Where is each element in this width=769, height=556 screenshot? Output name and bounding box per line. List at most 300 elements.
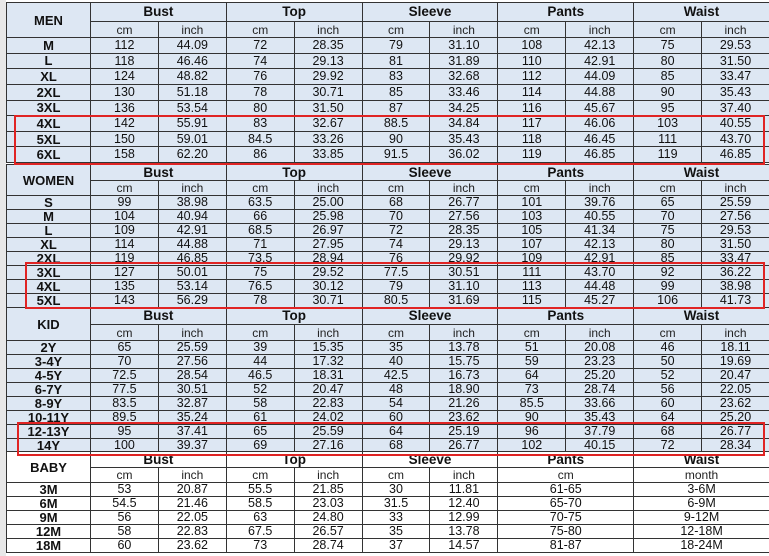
measurement-cell: 21.26 xyxy=(430,397,498,411)
measurement-cell: 76.5 xyxy=(226,280,294,294)
size-label: S xyxy=(7,196,91,210)
size-label: 12M xyxy=(7,525,91,539)
measurement-cell: 65 xyxy=(226,425,294,439)
measurement-cell: 108 xyxy=(498,38,566,54)
measurement-cell: 12.99 xyxy=(430,511,498,525)
measurement-cell: 56 xyxy=(91,511,159,525)
measurement-cell: 89.5 xyxy=(91,411,159,425)
measurement-cell: 111 xyxy=(498,266,566,280)
measurement-cell: 33.26 xyxy=(294,131,362,147)
measurement-cell: 39.37 xyxy=(158,439,226,453)
size-label: XL xyxy=(7,69,91,85)
measurement-cell: 46.5 xyxy=(226,369,294,383)
measurement-cell: 53.54 xyxy=(158,100,226,116)
measurement-cell: 44 xyxy=(226,355,294,369)
measurement-cell: 14.57 xyxy=(430,539,498,553)
measurement-cell: 26.97 xyxy=(294,224,362,238)
unit-label: cm xyxy=(91,468,159,483)
size-table-men xyxy=(6,2,769,163)
section-title: WOMEN xyxy=(7,165,91,196)
measurement-cell: 35 xyxy=(362,341,430,355)
measurement-cell: 86 xyxy=(226,147,294,163)
measurement-cell: 26.77 xyxy=(702,425,769,439)
measurement-cell: 110 xyxy=(498,53,566,69)
measurement-cell: 80.5 xyxy=(362,294,430,308)
measurement-cell: 116 xyxy=(498,100,566,116)
measurement-cell: 95 xyxy=(634,100,702,116)
measurement-cell: 60 xyxy=(634,397,702,411)
measurement-cell: 15.35 xyxy=(294,341,362,355)
measurement-cell: 45.27 xyxy=(566,294,634,308)
measurement-cell: 33.47 xyxy=(702,69,769,85)
measurement-cell: 80 xyxy=(634,238,702,252)
size-label: 8-9Y xyxy=(7,397,91,411)
measurement-cell: 44.09 xyxy=(566,69,634,85)
measurement-cell: 66 xyxy=(226,210,294,224)
table-row xyxy=(7,147,769,163)
size-label: 10-11Y xyxy=(7,411,91,425)
measurement-cell: 90 xyxy=(498,411,566,425)
measurement-cell: 56.29 xyxy=(158,294,226,308)
table-row xyxy=(7,84,769,100)
measurement-cell: 34.25 xyxy=(430,100,498,116)
measurement-cell: 78 xyxy=(226,84,294,100)
measurement-cell: 127 xyxy=(91,266,159,280)
size-label: M xyxy=(7,38,91,54)
measurement-cell: 39 xyxy=(226,341,294,355)
measurement-cell: 102 xyxy=(498,439,566,453)
measurement-cell: 63 xyxy=(226,511,294,525)
unit-label: cm xyxy=(226,22,294,38)
measurement-cell: 29.53 xyxy=(702,38,769,54)
size-table-women xyxy=(6,164,769,307)
measurement-cell: 73 xyxy=(226,539,294,553)
table-row xyxy=(7,252,769,266)
measurement-cell: 111 xyxy=(634,131,702,147)
size-label: L xyxy=(7,53,91,69)
section-title: MEN xyxy=(7,3,91,38)
measurement-cell: 58 xyxy=(91,525,159,539)
measurement-cell: 16.73 xyxy=(430,369,498,383)
measurement-cell: 30.12 xyxy=(294,280,362,294)
measurement-cell: 25.20 xyxy=(566,369,634,383)
measurement-cell: 72 xyxy=(634,439,702,453)
measurement-cell: 53 xyxy=(91,483,159,497)
measurement-cell: 28.35 xyxy=(294,38,362,54)
table-row xyxy=(7,525,769,539)
measurement-cell: 51.18 xyxy=(158,84,226,100)
table-row xyxy=(7,100,769,116)
measurement-cell: 34.84 xyxy=(430,116,498,132)
unit-label: cm xyxy=(362,468,430,483)
measurement-cell: 24.80 xyxy=(294,511,362,525)
measurement-cell: 23.23 xyxy=(566,355,634,369)
unit-label: inch xyxy=(702,181,769,196)
size-label: 3XL xyxy=(7,100,91,116)
measurement-cell: 46.85 xyxy=(702,147,769,163)
measurement-cell: 92 xyxy=(634,266,702,280)
measurement-cell: 30.71 xyxy=(294,84,362,100)
measurement-cell: 68 xyxy=(362,196,430,210)
measurement-cell: 28.74 xyxy=(294,539,362,553)
unit-label: cm xyxy=(362,181,430,196)
size-label: 18M xyxy=(7,539,91,553)
size-label: 14Y xyxy=(7,439,91,453)
size-label: 3-4Y xyxy=(7,355,91,369)
measurement-cell: 37.41 xyxy=(158,425,226,439)
measurement-cell: 29.53 xyxy=(702,224,769,238)
size-label: 12-13Y xyxy=(7,425,91,439)
measurement-cell: 68 xyxy=(634,425,702,439)
group-header-row xyxy=(7,452,769,468)
column-group-waist: Waist xyxy=(634,3,769,22)
measurement-cell: 114 xyxy=(498,84,566,100)
measurement-cell: 119 xyxy=(634,147,702,163)
measurement-cell: 28.35 xyxy=(430,224,498,238)
measurement-cell: 40.15 xyxy=(566,439,634,453)
measurement-cell: 59 xyxy=(498,355,566,369)
measurement-cell: 33.85 xyxy=(294,147,362,163)
measurement-cell: 46.06 xyxy=(566,116,634,132)
measurement-cell: 25.19 xyxy=(430,425,498,439)
table-row xyxy=(7,369,769,383)
measurement-cell: 33 xyxy=(362,511,430,525)
measurement-cell: 13.78 xyxy=(430,341,498,355)
size-label: 9M xyxy=(7,511,91,525)
measurement-cell: 26.77 xyxy=(430,196,498,210)
table-row xyxy=(7,483,769,497)
unit-label: cm xyxy=(634,325,702,341)
column-group-sleeve: Sleeve xyxy=(362,3,498,22)
size-label: 5XL xyxy=(7,131,91,147)
group-header-row xyxy=(7,3,769,22)
column-group-bust: Bust xyxy=(91,308,227,325)
measurement-cell: 38.98 xyxy=(702,280,769,294)
measurement-cell: 63.5 xyxy=(226,196,294,210)
size-label: 6XL xyxy=(7,147,91,163)
measurement-cell: 17.32 xyxy=(294,355,362,369)
measurement-cell: 46 xyxy=(634,341,702,355)
measurement-cell: 26.57 xyxy=(294,525,362,539)
measurement-cell: 76 xyxy=(362,252,430,266)
measurement-cell: 58 xyxy=(226,397,294,411)
measurement-cell: 29.13 xyxy=(294,53,362,69)
unit-label: cm xyxy=(91,325,159,341)
table-row xyxy=(7,280,769,294)
measurement-cell: 27.56 xyxy=(702,210,769,224)
size-label: 3XL xyxy=(7,266,91,280)
measurement-cell: 83 xyxy=(226,116,294,132)
measurement-cell: 100 xyxy=(91,439,159,453)
measurement-cell: 50 xyxy=(634,355,702,369)
measurement-cell: 117 xyxy=(498,116,566,132)
size-label: L xyxy=(7,224,91,238)
measurement-cell: 60 xyxy=(91,539,159,553)
unit-label: inch xyxy=(566,181,634,196)
size-label: XL xyxy=(7,238,91,252)
measurement-cell: 20.08 xyxy=(566,341,634,355)
measurement-cell: 81 xyxy=(362,53,430,69)
size-label: 4XL xyxy=(7,116,91,132)
measurement-cell: 124 xyxy=(91,69,159,85)
measurement-cell: 20.47 xyxy=(294,383,362,397)
measurement-cell: 77.5 xyxy=(362,266,430,280)
measurement-cell: 54 xyxy=(362,397,430,411)
measurement-cell: 79 xyxy=(362,38,430,54)
measurement-cell: 55.91 xyxy=(158,116,226,132)
unit-label: inch xyxy=(294,468,362,483)
measurement-cell: 33.66 xyxy=(566,397,634,411)
column-group-bust: Bust xyxy=(91,165,227,181)
table-row xyxy=(7,411,769,425)
measurement-cell: 72.5 xyxy=(91,369,159,383)
unit-label: inch xyxy=(294,325,362,341)
measurement-cell: 46.46 xyxy=(158,53,226,69)
measurement-cell: 118 xyxy=(91,53,159,69)
size-label: 6-7Y xyxy=(7,383,91,397)
measurement-cell: 22.83 xyxy=(158,525,226,539)
unit-label: cm xyxy=(226,325,294,341)
table-row xyxy=(7,53,769,69)
measurement-cell: 64 xyxy=(634,411,702,425)
unit-label: inch xyxy=(158,325,226,341)
measurement-cell: 18.31 xyxy=(294,369,362,383)
measurement-cell: 158 xyxy=(91,147,159,163)
table-row xyxy=(7,383,769,397)
measurement-cell: 35.24 xyxy=(158,411,226,425)
size-label: M xyxy=(7,210,91,224)
measurement-cell: 46.85 xyxy=(158,252,226,266)
measurement-cell: 42.91 xyxy=(566,252,634,266)
unit-label: cm xyxy=(498,325,566,341)
measurement-cell: 3-6M xyxy=(634,483,769,497)
measurement-cell: 12-18M xyxy=(634,525,769,539)
measurement-cell: 23.03 xyxy=(294,497,362,511)
table-row xyxy=(7,355,769,369)
measurement-cell: 109 xyxy=(91,224,159,238)
measurement-cell: 64 xyxy=(362,425,430,439)
measurement-cell: 113 xyxy=(498,280,566,294)
unit-label: cm xyxy=(91,22,159,38)
measurement-cell: 42.5 xyxy=(362,369,430,383)
unit-label: cm xyxy=(498,181,566,196)
measurement-cell: 31.10 xyxy=(430,38,498,54)
column-group-pants: Pants xyxy=(498,452,634,468)
measurement-cell: 41.34 xyxy=(566,224,634,238)
size-label: 4XL xyxy=(7,280,91,294)
measurement-cell: 112 xyxy=(498,69,566,85)
measurement-cell: 96 xyxy=(498,425,566,439)
table-row xyxy=(7,341,769,355)
measurement-cell: 62.20 xyxy=(158,147,226,163)
measurement-cell: 28.74 xyxy=(566,383,634,397)
measurement-cell: 119 xyxy=(91,252,159,266)
measurement-cell: 35.43 xyxy=(566,411,634,425)
measurement-cell: 75 xyxy=(634,224,702,238)
measurement-cell: 72 xyxy=(226,38,294,54)
column-group-bust: Bust xyxy=(91,3,227,22)
measurement-cell: 46.85 xyxy=(566,147,634,163)
measurement-cell: 42.13 xyxy=(566,238,634,252)
measurement-cell: 80 xyxy=(634,53,702,69)
measurement-cell: 99 xyxy=(634,280,702,294)
measurement-cell: 68 xyxy=(362,439,430,453)
group-header-row xyxy=(7,308,769,325)
measurement-cell: 61-65 xyxy=(498,483,634,497)
measurement-cell: 106 xyxy=(634,294,702,308)
measurement-cell: 18.90 xyxy=(430,383,498,397)
column-group-pants: Pants xyxy=(498,3,634,22)
measurement-cell: 29.52 xyxy=(294,266,362,280)
measurement-cell: 25.98 xyxy=(294,210,362,224)
measurement-cell: 90 xyxy=(634,84,702,100)
measurement-cell: 25.59 xyxy=(702,196,769,210)
measurement-cell: 59.01 xyxy=(158,131,226,147)
measurement-cell: 6-9M xyxy=(634,497,769,511)
measurement-cell: 9-12M xyxy=(634,511,769,525)
measurement-cell: 21.46 xyxy=(158,497,226,511)
measurement-cell: 28.34 xyxy=(702,439,769,453)
measurement-cell: 115 xyxy=(498,294,566,308)
measurement-cell: 18-24M xyxy=(634,539,769,553)
measurement-cell: 22.05 xyxy=(158,511,226,525)
size-label: 2XL xyxy=(7,84,91,100)
measurement-cell: 11.81 xyxy=(430,483,498,497)
measurement-cell: 27.16 xyxy=(294,439,362,453)
unit-label: inch xyxy=(430,468,498,483)
measurement-cell: 30.71 xyxy=(294,294,362,308)
measurement-cell: 99 xyxy=(91,196,159,210)
measurement-cell: 44.09 xyxy=(158,38,226,54)
column-group-top: Top xyxy=(226,452,362,468)
column-group-waist: Waist xyxy=(634,165,769,181)
measurement-cell: 85.5 xyxy=(498,397,566,411)
measurement-cell: 88.5 xyxy=(362,116,430,132)
measurement-cell: 20.87 xyxy=(158,483,226,497)
measurement-cell: 74 xyxy=(226,53,294,69)
measurement-cell: 101 xyxy=(498,196,566,210)
measurement-cell: 71 xyxy=(226,238,294,252)
measurement-cell: 73.5 xyxy=(226,252,294,266)
measurement-cell: 48 xyxy=(362,383,430,397)
measurement-cell: 75 xyxy=(634,38,702,54)
table-row xyxy=(7,131,769,147)
column-group-top: Top xyxy=(226,308,362,325)
unit-label: inch xyxy=(430,181,498,196)
measurement-cell: 25.59 xyxy=(294,425,362,439)
measurement-cell: 90 xyxy=(362,131,430,147)
measurement-cell: 31.10 xyxy=(430,280,498,294)
table-row xyxy=(7,210,769,224)
unit-label: cm xyxy=(498,468,634,483)
measurement-cell: 114 xyxy=(91,238,159,252)
measurement-cell: 30.51 xyxy=(430,266,498,280)
measurement-cell: 25.59 xyxy=(158,341,226,355)
measurement-cell: 80 xyxy=(226,100,294,116)
column-group-top: Top xyxy=(226,165,362,181)
measurement-cell: 21.85 xyxy=(294,483,362,497)
measurement-cell: 30.51 xyxy=(158,383,226,397)
measurement-cell: 31.50 xyxy=(294,100,362,116)
section-title: BABY xyxy=(7,452,91,483)
measurement-cell: 83.5 xyxy=(91,397,159,411)
measurement-cell: 29.92 xyxy=(430,252,498,266)
size-label: 2XL xyxy=(7,252,91,266)
measurement-cell: 36.02 xyxy=(430,147,498,163)
measurement-cell: 23.62 xyxy=(430,411,498,425)
measurement-cell: 64 xyxy=(498,369,566,383)
measurement-cell: 70-75 xyxy=(498,511,634,525)
measurement-cell: 70 xyxy=(634,210,702,224)
measurement-cell: 52 xyxy=(634,369,702,383)
measurement-cell: 45.67 xyxy=(566,100,634,116)
measurement-cell: 33.47 xyxy=(702,252,769,266)
group-header-row xyxy=(7,165,769,181)
measurement-cell: 19.69 xyxy=(702,355,769,369)
measurement-cell: 77.5 xyxy=(91,383,159,397)
measurement-cell: 119 xyxy=(498,147,566,163)
measurement-cell: 103 xyxy=(498,210,566,224)
measurement-cell: 79 xyxy=(362,280,430,294)
column-group-waist: Waist xyxy=(634,308,769,325)
measurement-cell: 51 xyxy=(498,341,566,355)
column-group-top: Top xyxy=(226,3,362,22)
measurement-cell: 32.87 xyxy=(158,397,226,411)
measurement-cell: 30 xyxy=(362,483,430,497)
measurement-cell: 31.50 xyxy=(702,238,769,252)
measurement-cell: 112 xyxy=(91,38,159,54)
table-row xyxy=(7,539,769,553)
measurement-cell: 31.50 xyxy=(702,53,769,69)
measurement-cell: 75-80 xyxy=(498,525,634,539)
unit-header-row xyxy=(7,181,769,196)
table-row xyxy=(7,69,769,85)
measurement-cell: 143 xyxy=(91,294,159,308)
table-row xyxy=(7,294,769,308)
measurement-cell: 33.46 xyxy=(430,84,498,100)
measurement-cell: 87 xyxy=(362,100,430,116)
measurement-cell: 13.78 xyxy=(430,525,498,539)
measurement-cell: 40.94 xyxy=(158,210,226,224)
measurement-cell: 44.88 xyxy=(566,84,634,100)
measurement-cell: 78 xyxy=(226,294,294,308)
size-table-baby xyxy=(6,451,769,551)
measurement-cell: 48.82 xyxy=(158,69,226,85)
unit-label: inch xyxy=(702,22,769,38)
measurement-cell: 40 xyxy=(362,355,430,369)
unit-label: cm xyxy=(498,22,566,38)
measurement-cell: 105 xyxy=(498,224,566,238)
unit-label: cm xyxy=(226,468,294,483)
measurement-cell: 85 xyxy=(634,252,702,266)
measurement-cell: 46.45 xyxy=(566,131,634,147)
measurement-cell: 107 xyxy=(498,238,566,252)
measurement-cell: 28.54 xyxy=(158,369,226,383)
measurement-cell: 55.5 xyxy=(226,483,294,497)
size-label: 4-5Y xyxy=(7,369,91,383)
unit-label: inch xyxy=(158,22,226,38)
measurement-cell: 58.5 xyxy=(226,497,294,511)
measurement-cell: 24.02 xyxy=(294,411,362,425)
measurement-cell: 136 xyxy=(91,100,159,116)
section-title: KID xyxy=(7,308,91,341)
measurement-cell: 18.11 xyxy=(702,341,769,355)
measurement-cell: 83 xyxy=(362,69,430,85)
measurement-cell: 53.14 xyxy=(158,280,226,294)
table-row xyxy=(7,397,769,411)
measurement-cell: 29.92 xyxy=(294,69,362,85)
measurement-cell: 43.70 xyxy=(566,266,634,280)
